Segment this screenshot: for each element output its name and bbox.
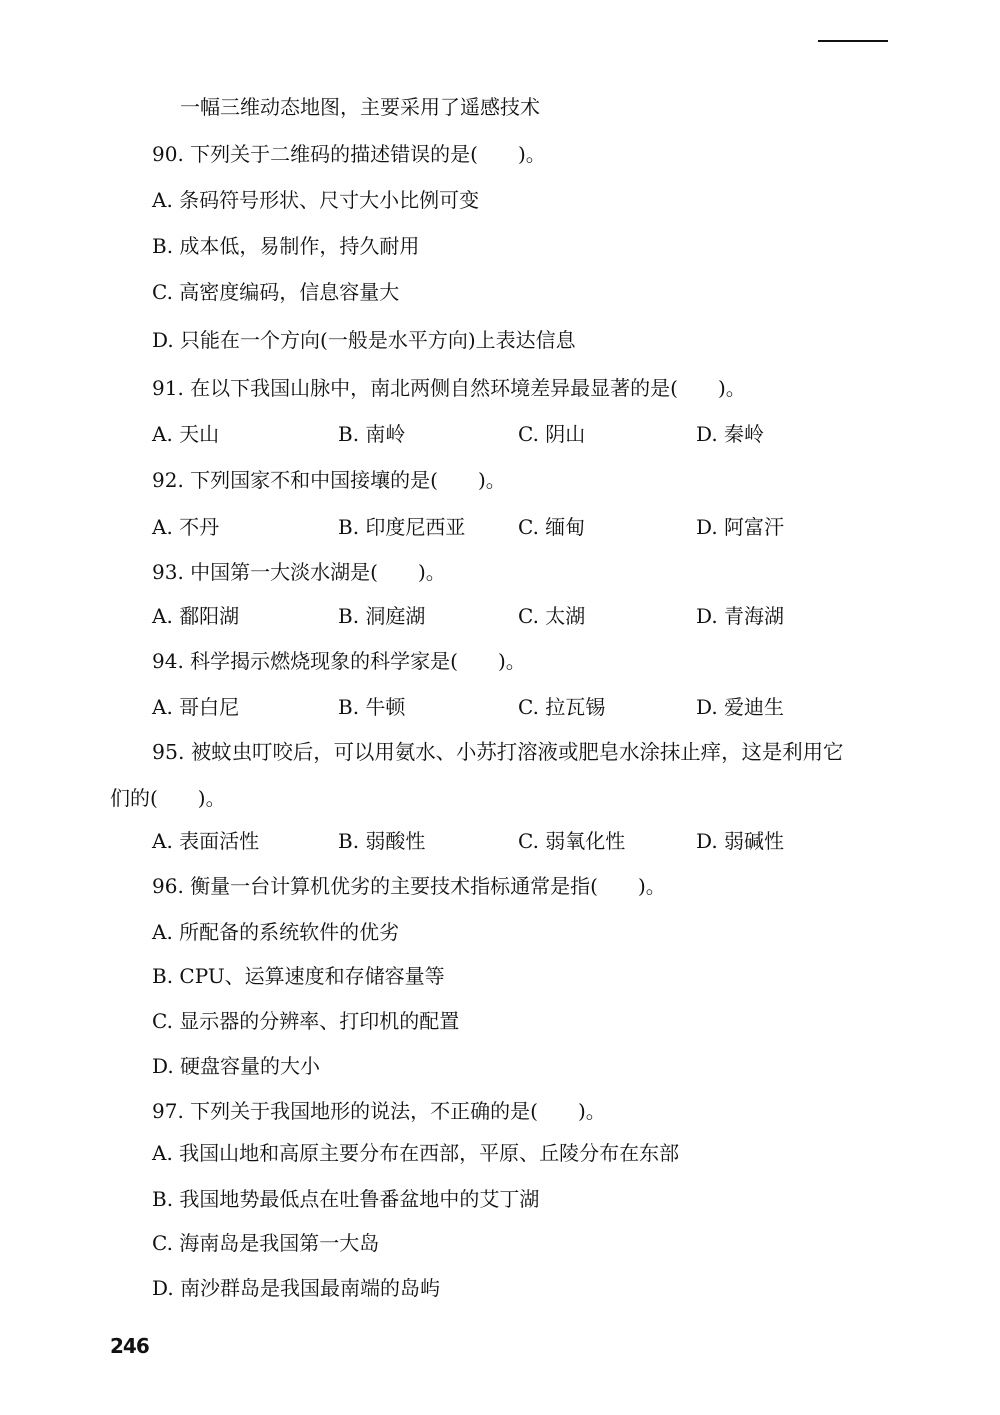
question-92-options bbox=[0, 512, 1000, 542]
question-92-option-b: B. 印度尼西亚 bbox=[338, 515, 466, 539]
question-92-option-a: A. 不丹 bbox=[152, 515, 220, 539]
question-92-option-c: C. 缅甸 bbox=[518, 515, 586, 539]
question-95-option-a: A. 表面活性 bbox=[152, 829, 260, 853]
question-91-option-b: B. 南岭 bbox=[338, 422, 406, 446]
question-92-stem: 92. 下列国家不和中国接壤的是( )。 bbox=[152, 468, 506, 492]
question-97-option-a: A. 我国山地和高原主要分布在西部，平原、丘陵分布在东部 bbox=[152, 1141, 680, 1165]
question-90-option-a: A. 条码符号形状、尺寸大小比例可变 bbox=[152, 188, 480, 212]
question-97-option-d: D. 南沙群岛是我国最南端的岛屿 bbox=[152, 1276, 441, 1300]
corner-rule bbox=[818, 40, 888, 42]
question-96-option-c: C. 显示器的分辨率、打印机的配置 bbox=[152, 1009, 460, 1033]
question-96-stem: 96. 衡量一台计算机优劣的主要技术指标通常是指( )。 bbox=[152, 874, 666, 898]
question-96-option-d: D. 硬盘容量的大小 bbox=[152, 1054, 321, 1078]
question-90-option-b: B. 成本低，易制作，持久耐用 bbox=[152, 234, 420, 258]
question-94-option-d: D. 爱迪生 bbox=[696, 695, 785, 719]
question-91-option-c: C. 阴山 bbox=[518, 422, 586, 446]
question-90-option-d: D. 只能在一个方向(一般是水平方向)上表达信息 bbox=[152, 328, 576, 352]
question-94-option-b: B. 牛顿 bbox=[338, 695, 406, 719]
question-97-option-c: C. 海南岛是我国第一大岛 bbox=[152, 1231, 380, 1255]
question-91-stem: 91. 在以下我国山脉中，南北两侧自然环境差异最显著的是( )。 bbox=[152, 376, 746, 400]
question-93-options bbox=[0, 601, 1000, 631]
question-96-option-a: A. 所配备的系统软件的优劣 bbox=[152, 920, 400, 944]
continuation-line: 一幅三维动态地图，主要采用了遥感技术 bbox=[180, 95, 540, 119]
question-94-options bbox=[0, 692, 1000, 722]
question-92-option-d: D. 阿富汗 bbox=[696, 515, 785, 539]
question-94-option-c: C. 拉瓦锡 bbox=[518, 695, 606, 719]
question-93-option-a: A. 鄱阳湖 bbox=[152, 604, 240, 628]
question-93-option-d: D. 青海湖 bbox=[696, 604, 785, 628]
question-91-option-a: A. 天山 bbox=[152, 422, 220, 446]
question-90-option-c: C. 高密度编码，信息容量大 bbox=[152, 280, 400, 304]
question-93-stem: 93. 中国第一大淡水湖是( )。 bbox=[152, 560, 446, 584]
question-95-options bbox=[0, 826, 1000, 856]
page-number: 246 bbox=[110, 1334, 149, 1358]
question-94-option-a: A. 哥白尼 bbox=[152, 695, 240, 719]
question-97-option-b: B. 我国地势最低点在吐鲁番盆地中的艾丁湖 bbox=[152, 1187, 540, 1211]
question-90-stem: 90. 下列关于二维码的描述错误的是( )。 bbox=[152, 142, 546, 166]
question-96-option-b: B. CPU、运算速度和存储容量等 bbox=[152, 964, 445, 988]
question-91-options bbox=[0, 419, 1000, 449]
question-91-option-d: D. 秦岭 bbox=[696, 422, 765, 446]
question-95-stem-line1: 95. 被蚊虫叮咬后，可以用氨水、小苏打溶液或肥皂水涂抹止痒，这是利用它 bbox=[152, 740, 844, 764]
question-93-option-b: B. 洞庭湖 bbox=[338, 604, 426, 628]
question-95-option-b: B. 弱酸性 bbox=[338, 829, 426, 853]
question-95-stem-line2: 们的( )。 bbox=[110, 786, 226, 810]
question-94-stem: 94. 科学揭示燃烧现象的科学家是( )。 bbox=[152, 649, 526, 673]
question-95-option-d: D. 弱碱性 bbox=[696, 829, 785, 853]
question-93-option-c: C. 太湖 bbox=[518, 604, 586, 628]
question-97-stem: 97. 下列关于我国地形的说法，不正确的是( )。 bbox=[152, 1099, 606, 1123]
question-95-option-c: C. 弱氧化性 bbox=[518, 829, 626, 853]
